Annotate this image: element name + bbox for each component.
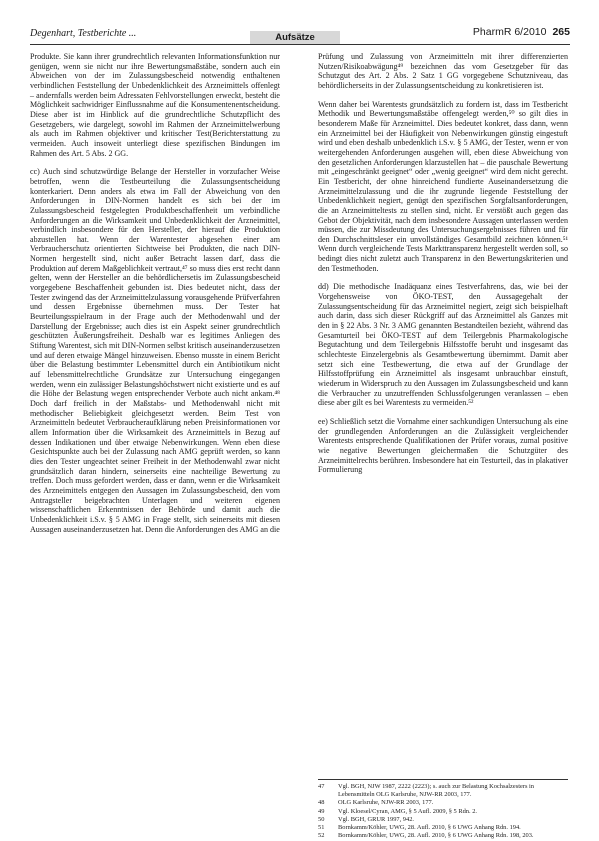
- footnote: [318, 783, 570, 799]
- footnote: [318, 832, 570, 840]
- paragraph: ee) Schließlich setzt die Vornahme einer sachkundigen Untersuchung als eine der grundlegenden Anforderungen an die Zulässigkeit vergleichender Warentests entsprechende Qualifikationen der Prüfer voraus, zumal positive wie negative Bewertungen gleichermaßen die Schutzgüter des Arzneimittelrechts berühren. Insbesondere hat ein Testurteil, das in plakativer Formulierung: [318, 416, 568, 475]
- footnote-text: Bornkamm/Köhler, UWG, 28. Aufl. 2010, § 6 UWG Anhang Rdn. 194.: [338, 824, 521, 832]
- footnote-number: 48: [318, 799, 325, 807]
- footnote-text: OLG Karlsruhe, NJW-RR 2003, 177.: [338, 799, 434, 807]
- footnotes: [318, 783, 570, 840]
- header-rule: [30, 44, 570, 45]
- page-number: 265: [552, 26, 570, 38]
- footnote-text: Vgl. Kloesel/Cyran, AMG, § 5 Aufl. 2009, § 5 Rdn. 2.: [338, 807, 477, 815]
- page-header: [30, 22, 570, 44]
- journal-issue: [473, 26, 570, 38]
- section-label: Aufsätze: [250, 31, 340, 44]
- footnote-number: 52: [318, 832, 325, 840]
- footnote: [318, 808, 570, 816]
- right-column: [318, 52, 568, 484]
- footnote-rule: [318, 779, 568, 780]
- footnote-text: Vgl. BGH, GRUR 1997, 942.: [338, 815, 414, 823]
- footnote: [318, 816, 570, 824]
- footnote-number: 49: [318, 807, 325, 815]
- footnote: [318, 799, 570, 807]
- paragraph: cc) Auch sind schutzwürdige Belange der Hersteller in vorzufacher Weise betroffen, wenn die Testbeurteilung die Zulassungsentscheidung konterkariert. Denn anders als etwa im Fall der Abweichung von den Anforderungen in DIN-Normen handelt es sich bei der im Zulassungsbescheid festgelegten Produktbeschaffenheit um verbindliche Anforderungen an die Wirksamkeit und Unbedenklichkeit der Arzneimittel, verbindlich insbesondere für den Hersteller, der hierauf die Produktion abzustellen hat. Wenn der Warentester abgesehen einer am Verbraucherschutz orientierten Sichtweise bei Produkten, die nach DIN-Normen hergestellt sind, nicht außer Betracht lassen darf, dass die Produktion auf derem Maßgeblichkeit vertraut,⁴⁷ so muss dies erst recht dann gelten, wenn der Hersteller an die behördlichersetis im Zulassungsbescheid vorgegebene Beschaffenheit gebunden ist. Dies bedeutet nicht, dass der Tester zwingend das der Arzneimittelzulassung vorausgehende Prüfverfahren und dessen Ergebnisse übernehmen muss. Der Tester hat Beurteilungsspielraum in der Frage auch der Methodenwahl und der Darstellung der Ergebnisse; auch dies ist ein Aspekt seiner grundrechtlich geschützten Äußerungsfreiheit. Deshalb war es legitimes Anliegen des Stiftung Warentest, sich mit DIN-Normen selbst kritisch auseinanderzusetzen und auf deren etwaige Mängel hinzuweisen. Ebenso musste in einem Bericht über die Belastung bestimmter Lebensmittel durch ein Antibiotikum nicht auf lebensmittelrechtliche Grundsätze zur Untersuchung eingegangen werden, wenn ein zulässiger Belastungshöchstwert nicht existierte und es auf die Höhe der Belastung wegen entsprechender Verbote auch nicht ankam.⁴⁸ Doch darf freilich in der Maßstabs- und Methodenwahl nicht mit methodischer Beliebigkeit gleichgesetzt werden. Beim Test von Arzneimitteln bedeutet Verbraucheraufklärung neben Preisinformationen vor allem Information über die Wirksamkeit des Arzneimittels in Bezug auf dessen Indikationen und über etwaige Nebenwirkungen. Wenn eben diese Gesichtspunkte auch bei der Zulassung nach AMG geprüft werden, so kann dies den Tester ungeachtet seiner Freiheit in der Methodenwahl zwar nicht grundsätzlich daran hindern, seinerseits eine nachteilige Bewertung zu treffen. Doch muss gefordert werden, dass er dann, wenn er die Wirksamkeit des Arzneimittels entgegen den Aussagen im Zulassungsbescheid, den vom Antragsteller beigebrachten Unterlagen und weiteren eigenen wissenschaftlichen Erkenntnissen der Behörde und damit auch die Unbedenklichkeit i.S.v. § 5 AMG in Frage stellt, sich seinerseits mit diesen Aussagen auseinanderzusetzen hat. Denn die Anforderungen des AMG an die: [30, 167, 280, 534]
- paragraph: Prüfung und Zulassung von Arzneimitteln mit ihrer differenzierten Nutzen/Risikoabwägung⁴⁹ bezeichnen das vom Gesetzgeber für das Schutzgut des Art. 2 Abs. 2 Satz 1 GG vorgegebene Schutzniveau, das behördlicherseits in der Zulassungsentscheidung zu konkretisieren ist.: [318, 52, 568, 90]
- footnote-number: 51: [318, 824, 325, 832]
- left-column: [30, 52, 280, 543]
- paragraph: Produkte. Sie kann ihrer grundrechtlich relevanten Informationsfunktion nur genügen, wenn sie nicht nur ihre Bewertungsmaßstäbe, sondern auch ein Abweichen von der im Zulassungsbescheid notwendig enthaltenen verbindlichen Feststellung der Unbedenklichkeit des Arzneimittels offenlegt – andernfalls werden beim Adressaten Fehlvorstellungen erweckt, besteht die Möglichkeit sachwidriger Einflussnahme auf die Konsumentenentscheidung. Diese aber ist im Hinblick auf die grundrechtliche Schutzpflicht des Gesetzgebers, wie dargelegt, sowohl im Rahmen der Arzneimittelwerbung als auch im Rahmen objektiver und kritischer Test(Berichterstattung zu vermeiden. Auch insoweit unterliegt diese spezifischen Bindungen im Rahmen des Art. 5 Abs. 2 GG.: [30, 52, 280, 158]
- running-head: Degenhart, Testberichte ...: [30, 28, 137, 39]
- footnote-number: 47: [318, 783, 325, 790]
- paragraph: dd) Die methodische Inadäquanz eines Testverfahrens, das, wie bei der Vorgehensweise von ÖKO-TEST, den Aussagegehalt der Zulassungsentscheidung für das Arzneimittel negiert, zeigt sich beispielhaft auch darin, dass sich dieser Rückgriff auf das Arzneimittel als Ganzes mit den in § 22 Abs. 3 Nr. 3 AMG genannten Bestandteilen bezieht, während das Gesamturteil bei ÖKO-TEST auf dem Teilergebnis Pharmakologische Begutachtung und dem Teilergebnis Hilfsstoffe beruht und insgesamt das schlechteste Einzelergebnis als Gesamtbewertung übernimmt. Damit aber setzt sich eine Testbewertung, die etwa auf der Grundlage der Hilfsstoffprüfung ein Arzneimittel als insgesamt unbrauchbar einstuft, wiederum in Widerspruch zu den Aussagen im Zulassungsbescheid und kann die Verbraucher zu unzutreffenden Schlussfolgerungen veranlassen – eben diese aber gilt es bei Warentests zu vermeiden.⁵²: [318, 282, 568, 408]
- paragraph: Wenn daher bei Warentests grundsätzlich zu fordern ist, dass im Testbericht Methodik und Bewertungsmaßstäbe offengelegt werden,⁵⁰ so gilt dies in besonderem Maße für Arzneimittel. Dies bedeutet konkret, dass dann, wenn ein Arzneimittel bei der Häufigkeit von Nebenwirkungen günstig eingestuft wird und eben deshalb unbedenklich i.S.v. § 5 AMG, der Tester, wenn er von weitergehenden Anforderungen ausgehen will, eben diese Abweichung von den gesetzlichen Anforderungen klarzustellen hat – die pauschale Bewertung mit „eingeschränkt geeignet“ oder „wenig geeignet“ wird dem nicht gerecht. Ein Testbericht, der ohne hinreichend fundierte Auseinandersetzung die Arzneimittelzulassung und die ihr zugrunde liegende Feststellung der Unbedenklichkeit negiert, genügt den spezifischen Sorgfaltsanforderungen, die an Arzneimitteltests zu stellen sind, nicht. Er verstößt auch gegen das Gebot der Objektivität, nach dem insbesondere Aussagen unterlassen werden müssen, die zur Missdeutung des Untersuchungsergebnisses führen und für den Durchschnittsleser ein unvollständiges Gesamtbild zeichnen können.⁵¹ Wenn durch vergleichende Tests Markttransparenz hergestellt werden soll, so bedingt dies nicht zuletzt auch Transparenz in den Bewertungskriterien und den Testmethoden.: [318, 99, 568, 273]
- footnote-text: Vgl. BGH, NJW 1987, 2222 (2223); s. auch zur Belastung Kochsalzesters in Lebensmitteln OLG Karlsruhe, NJW-RR 2003, 177.: [338, 783, 535, 799]
- footnote-number: 50: [318, 815, 325, 823]
- journal-name: PharmR 6/2010: [472, 26, 547, 38]
- footnote: [318, 824, 570, 832]
- footnote-text: Bornkamm/Köhler, UWG, 28. Aufl. 2010, § 6 UWG Anhang Rdn. 198, 203.: [338, 832, 534, 840]
